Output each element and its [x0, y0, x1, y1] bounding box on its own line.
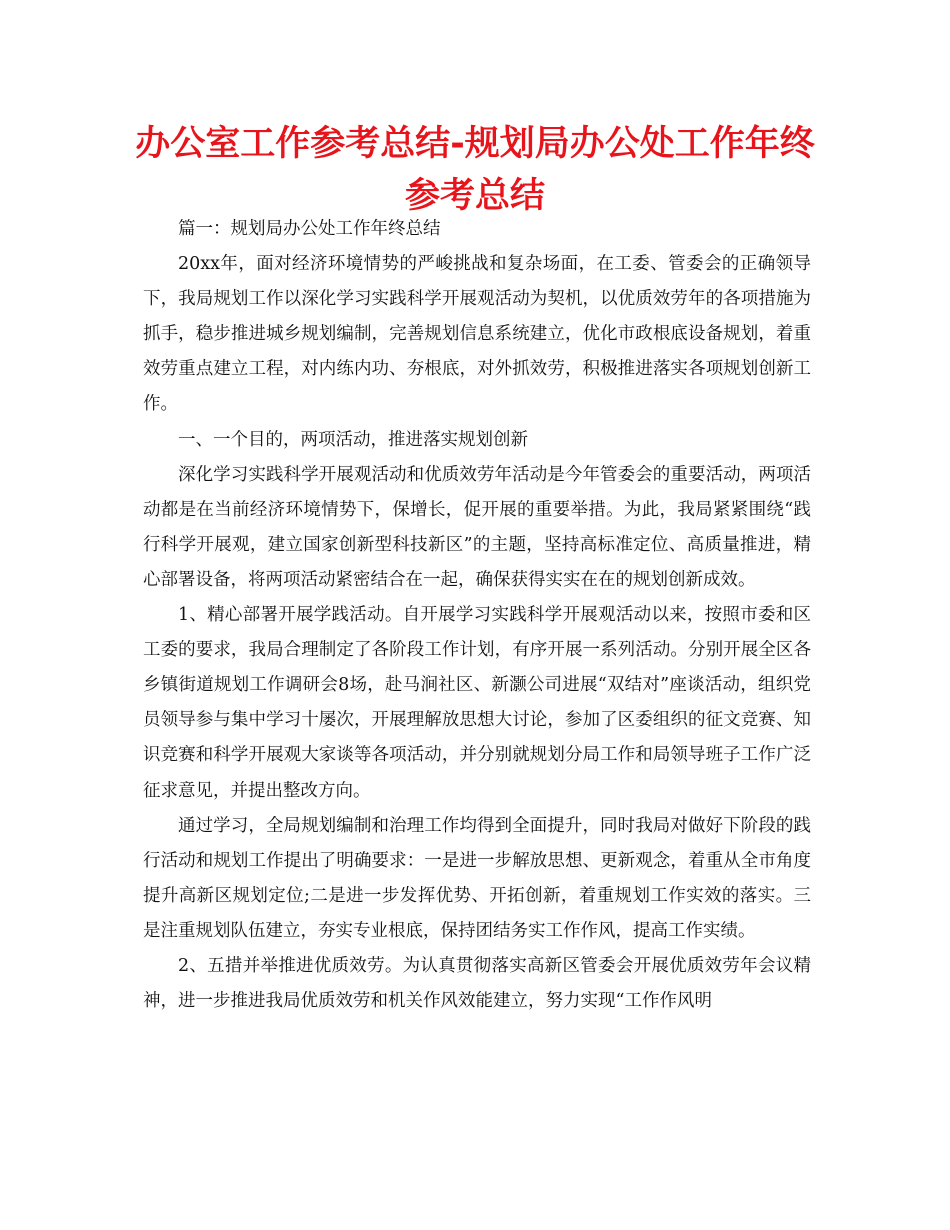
paragraph-study-results: 通过学习，全局规划编制和治理工作均得到全面提升，同时我局对做好下阶段的践行活动和规划工作提出了明确要求：一是进一步解放思想、更新观念，着重从全市角度提升高新区规划定位;二是进一步发挥优势、开拓创新，着重规划工作实效的落实。三是注重规划队伍建立，夯实专业根底，保持团结务实工作作风，提高工作实绩。 — [143, 815, 811, 941]
document-title: 办公室工作参考总结-规划局办公处工作年终参考总结 — [135, 124, 815, 216]
paragraph-activities: 深化学习实践科学开展观活动和优质效劳年活动是今年管委会的重要活动，两项活动都是在当前经济环境情势下，保增长，促开展的重要举措。为此，我局紧紧围绕“践行科学开展观，建立国家创新型科技新区”的主题，坚持高标准定位、高质量推进，精心部署设备，将两项活动紧密结合在一起，确保获得实实在在的规划创新成效。 — [143, 464, 811, 590]
paragraph-item-2: 2、五措并举推进优质效劳。为认真贯彻落实高新区管委会开展优质效劳年会议精神，进一步推进我局优质效劳和机关作风效能建立，努力实现“工作作风明 — [143, 955, 811, 1012]
document-body — [143, 212, 811, 1019]
paragraph-item-1: 1、精心部署开展学践活动。自开展学习实践科学开展观活动以来，按照市委和区工委的要求，我局合理制定了各阶段工作计划，有序开展一系列活动。分别开展全区各乡镇街道规划工作调研会8场，赴马涧社区、新灏公司进展“双结对”座谈活动，组织党员领导参与集中学习十屡次，开展理解放思想大讨论，参加了区委组织的征文竞赛、知识竞赛和科学开展观大家谈等各项活动，并分别就规划分局工作和局领导班子工作广泛征求意见，并提出整改方向。 — [143, 605, 811, 801]
paragraph-heading-one: 一、一个目的，两项活动，推进落实规划创新 — [178, 429, 528, 450]
paragraph-intro: 20xx年，面对经济环境情势的严峻挑战和复杂场面，在工委、管委会的正确领导下，我局规划工作以深化学习实践科学开展观活动为契机，以优质效劳年的各项措施为抓手，稳步推进城乡规划编制，完善规划信息系统建立，优化市政根底设备规划，着重效劳重点建立工程，对内练内功、夯根底，对外抓效劳，积极推进落实各项规划创新工作。 — [143, 254, 811, 415]
paragraph-section-heading: 篇一：规划局办公处工作年终总结 — [178, 219, 441, 239]
